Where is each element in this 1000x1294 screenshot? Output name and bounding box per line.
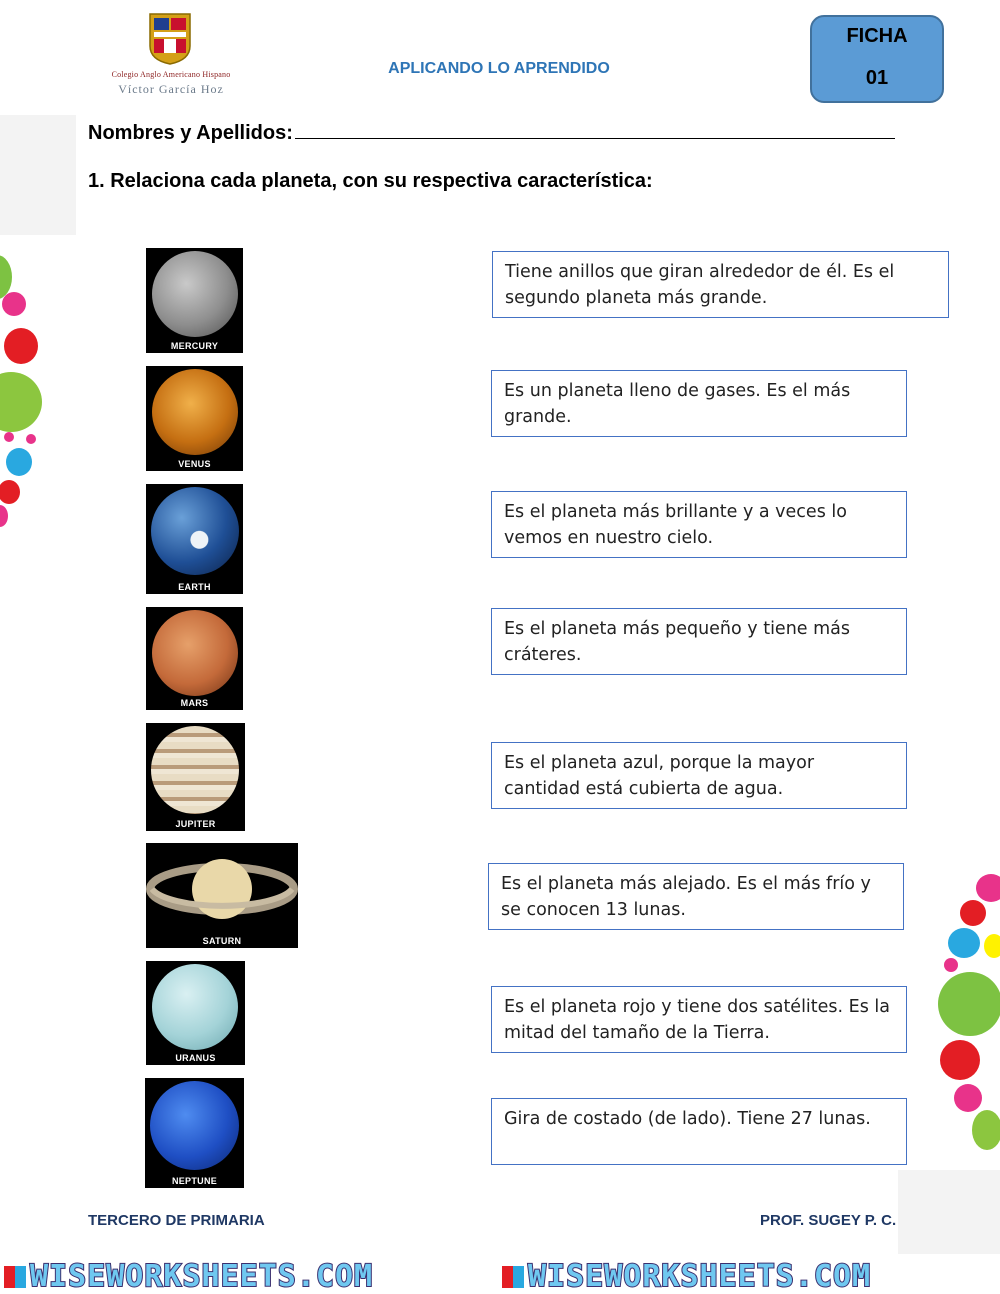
watermark-banner: [0, 1255, 1000, 1294]
footer-teacher: PROF. SUGEY P. C.: [760, 1212, 897, 1229]
description-text: Es el planeta más brillante y a veces lo vemos en nuestro cielo.: [504, 502, 847, 548]
watermark-logo-icon: [502, 1266, 524, 1288]
footer-grade: TERCERO DE PRIMARIA: [88, 1212, 265, 1229]
student-name-field[interactable]: [88, 120, 895, 145]
planet-label: MERCURY: [170, 341, 219, 351]
mars-icon: [152, 610, 238, 696]
school-name-line2: Víctor García Hoz: [118, 82, 224, 96]
planet-image-venus[interactable]: [146, 366, 243, 471]
names-blank-line[interactable]: [295, 120, 895, 139]
description-text: Gira de costado (de lado). Tiene 27 lunas.: [504, 1109, 871, 1129]
planet-image-jupiter[interactable]: [146, 723, 245, 831]
description-box[interactable]: [492, 251, 949, 318]
names-label: Nombres y Apellidos:: [88, 122, 293, 144]
description-box[interactable]: [491, 1098, 907, 1165]
watermark-text: WISEWORKSHEETS.COM: [502, 1259, 871, 1294]
planet-image-saturn[interactable]: [146, 843, 298, 948]
uranus-icon: [152, 964, 238, 1050]
watermark-logo-icon: [4, 1266, 26, 1288]
description-box[interactable]: [491, 491, 907, 558]
ficha-label: FICHA: [846, 25, 908, 47]
venus-icon: [152, 369, 238, 455]
school-shield-icon: [148, 12, 192, 66]
description-text: Es el planeta azul, porque la mayor cantidad está cubierta de agua.: [504, 753, 815, 799]
description-box[interactable]: [491, 742, 907, 809]
ficha-number: 01: [865, 67, 889, 89]
description-box[interactable]: [488, 863, 904, 930]
description-text: Es un planeta lleno de gases. Es el más grande.: [504, 381, 851, 427]
ficha-badge: [810, 15, 944, 103]
planet-image-uranus[interactable]: [146, 961, 245, 1065]
planet-label: JUPITER: [175, 819, 216, 829]
description-text: Tiene anillos que giran alrededor de él. Es el segundo planeta más grande.: [505, 262, 895, 308]
planet-image-mars[interactable]: [146, 607, 243, 710]
saturn-icon: [146, 843, 298, 935]
planet-label: URANUS: [175, 1053, 216, 1063]
school-logo: [96, 12, 246, 98]
planet-label: VENUS: [178, 459, 211, 469]
description-box[interactable]: [491, 986, 907, 1053]
planet-label: SATURN: [202, 936, 242, 946]
description-box[interactable]: [491, 370, 907, 437]
page-subtitle: APLICANDO LO APRENDIDO: [388, 60, 610, 77]
watermark-text: WISEWORKSHEETS.COM: [4, 1259, 373, 1294]
description-text: Es el planeta más alejado. Es el más frío y se conocen 13 lunas.: [501, 874, 871, 920]
planet-label: MARS: [180, 698, 209, 708]
planet-image-earth[interactable]: [146, 484, 243, 594]
earth-icon: [151, 487, 239, 575]
planet-image-mercury[interactable]: [146, 248, 243, 353]
neptune-icon: [150, 1081, 239, 1170]
description-text: Es el planeta más pequeño y tiene más cráteres.: [504, 619, 851, 665]
description-box[interactable]: [491, 608, 907, 675]
description-text: Es el planeta rojo y tiene dos satélites. Es la mitad del tamaño de la Tierra.: [504, 997, 890, 1043]
jupiter-icon: [151, 726, 239, 814]
school-name-line1: Colegio Anglo Americano Hispano: [111, 70, 231, 79]
planet-image-neptune[interactable]: [145, 1078, 244, 1188]
exercise-instruction: 1. Relaciona cada planeta, con su respectiva característica:: [88, 170, 653, 192]
planet-label: NEPTUNE: [171, 1176, 218, 1186]
mercury-icon: [152, 251, 238, 337]
planet-label: EARTH: [178, 582, 211, 592]
